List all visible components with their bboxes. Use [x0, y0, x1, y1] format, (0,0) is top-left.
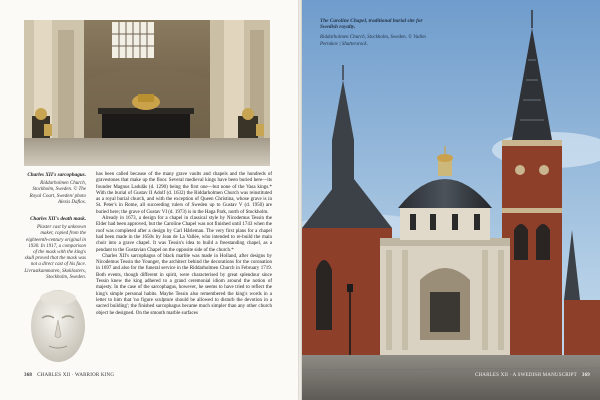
caption-body: Riddarholmen Church, Stockholm, Sweden. © The Royal Court, Sweden/ photo Alexis Daflos.: [29, 181, 86, 205]
sarcophagus-photo: [24, 20, 270, 166]
caption-body: Plaster cast by unknown maker, copied from the eighteenth-century original in 1930. In 1917, a comparison of the mask with the king's skull proved that the mask was not a direct cast of his face. Livrustkammaren, Skoklosters, Stockholm, Sweden.: [24, 225, 86, 280]
caption-heading: Charles XII's death mask.: [30, 216, 86, 222]
paragraph: has been called because of the many grave vaults and chapels and the hundreds of gravestones that make up the floor. Several medieval kings have been buried here—its founder Magnus Ladulås (d. 1290) being the first one—but none of the Vasa kings.* With the burial of Gustav II Adolf (d. 1632) the Riddarholmen Church was reinstituted as a royal burial church, and with the exception of Queen Christina, whose grave is in St. Peter's in Rome, all succeeding rulers of Sweden up to Gustav V (d. 1950) are buried here; the grave of Gustav VI (d. 1973) is in the Haga Park, north of Stockholm.: [96, 172, 272, 215]
caption-caroline-chapel: [320, 18, 430, 48]
paragraph: Charles XII's sarcophagus of black marble was made in Holland, after designs by Nicodemus Tessin the Younger, the architect behind the decorations for the coronation in 1697 and also for the funeral service in the Riddarholmen Church in February 1719. Both events, though different in spirit, were characterised by great splendour since Tessin knew the king adhered to a grand ceremonial idiom around the notion of majesty. In the case of the sarcophagus, however, he seems to have tried to reflect the king's simple personal habits. Maybe Tessin also remembered the king's words in a letter to him that 'no figure sculpture should be allowed to disturb the devotion in a sacred building'; the finished sarcophagus became much simpler than any other church object he designed. On the smooth marble surfaces: [96, 253, 272, 316]
running-head: CHARLES XII · WARRIOR KING: [37, 373, 115, 378]
caroline-chapel-photo: [302, 0, 600, 400]
page-number: 368: [24, 373, 33, 378]
caption-heading: Charles XII's sarcophagus.: [27, 172, 86, 178]
running-head: CHARLES XII · A SWEDISH MANUSCRIPT: [474, 373, 577, 378]
left-footer: [24, 373, 114, 378]
death-mask-image: [24, 284, 92, 366]
caption-heading: The Caroline Chapel, traditional burial site for Swedish royalty.: [320, 18, 423, 31]
right-page: [302, 0, 600, 400]
left-page: [0, 0, 298, 400]
caption-body: Riddarholmen Church, Stockholm, Sweden. © Vadim Petrakov | Shutterstock.: [320, 35, 426, 47]
paragraph: Already in 1673, a design for a chapel in classical style by Nicodemus Tessin the Elder had been approved, but the Caroline Chapel was not finished until 1743 when the roof was completed after a design by Carl Hårleman. The very first plans for a chapel had been made in the 1650s by Jean de La Vallée, who intended to re-build the main choir into a grave chapel. It was Tessin's idea to build a freestanding chapel, as a pendant to the Gustavian Chapel on the opposite side of the church.*: [96, 216, 272, 253]
caption-death-mask: [24, 216, 86, 281]
body-text: [96, 172, 272, 317]
right-footer: [475, 373, 590, 378]
caption-sarcophagus: [24, 172, 86, 206]
page-number: 369: [581, 373, 590, 378]
